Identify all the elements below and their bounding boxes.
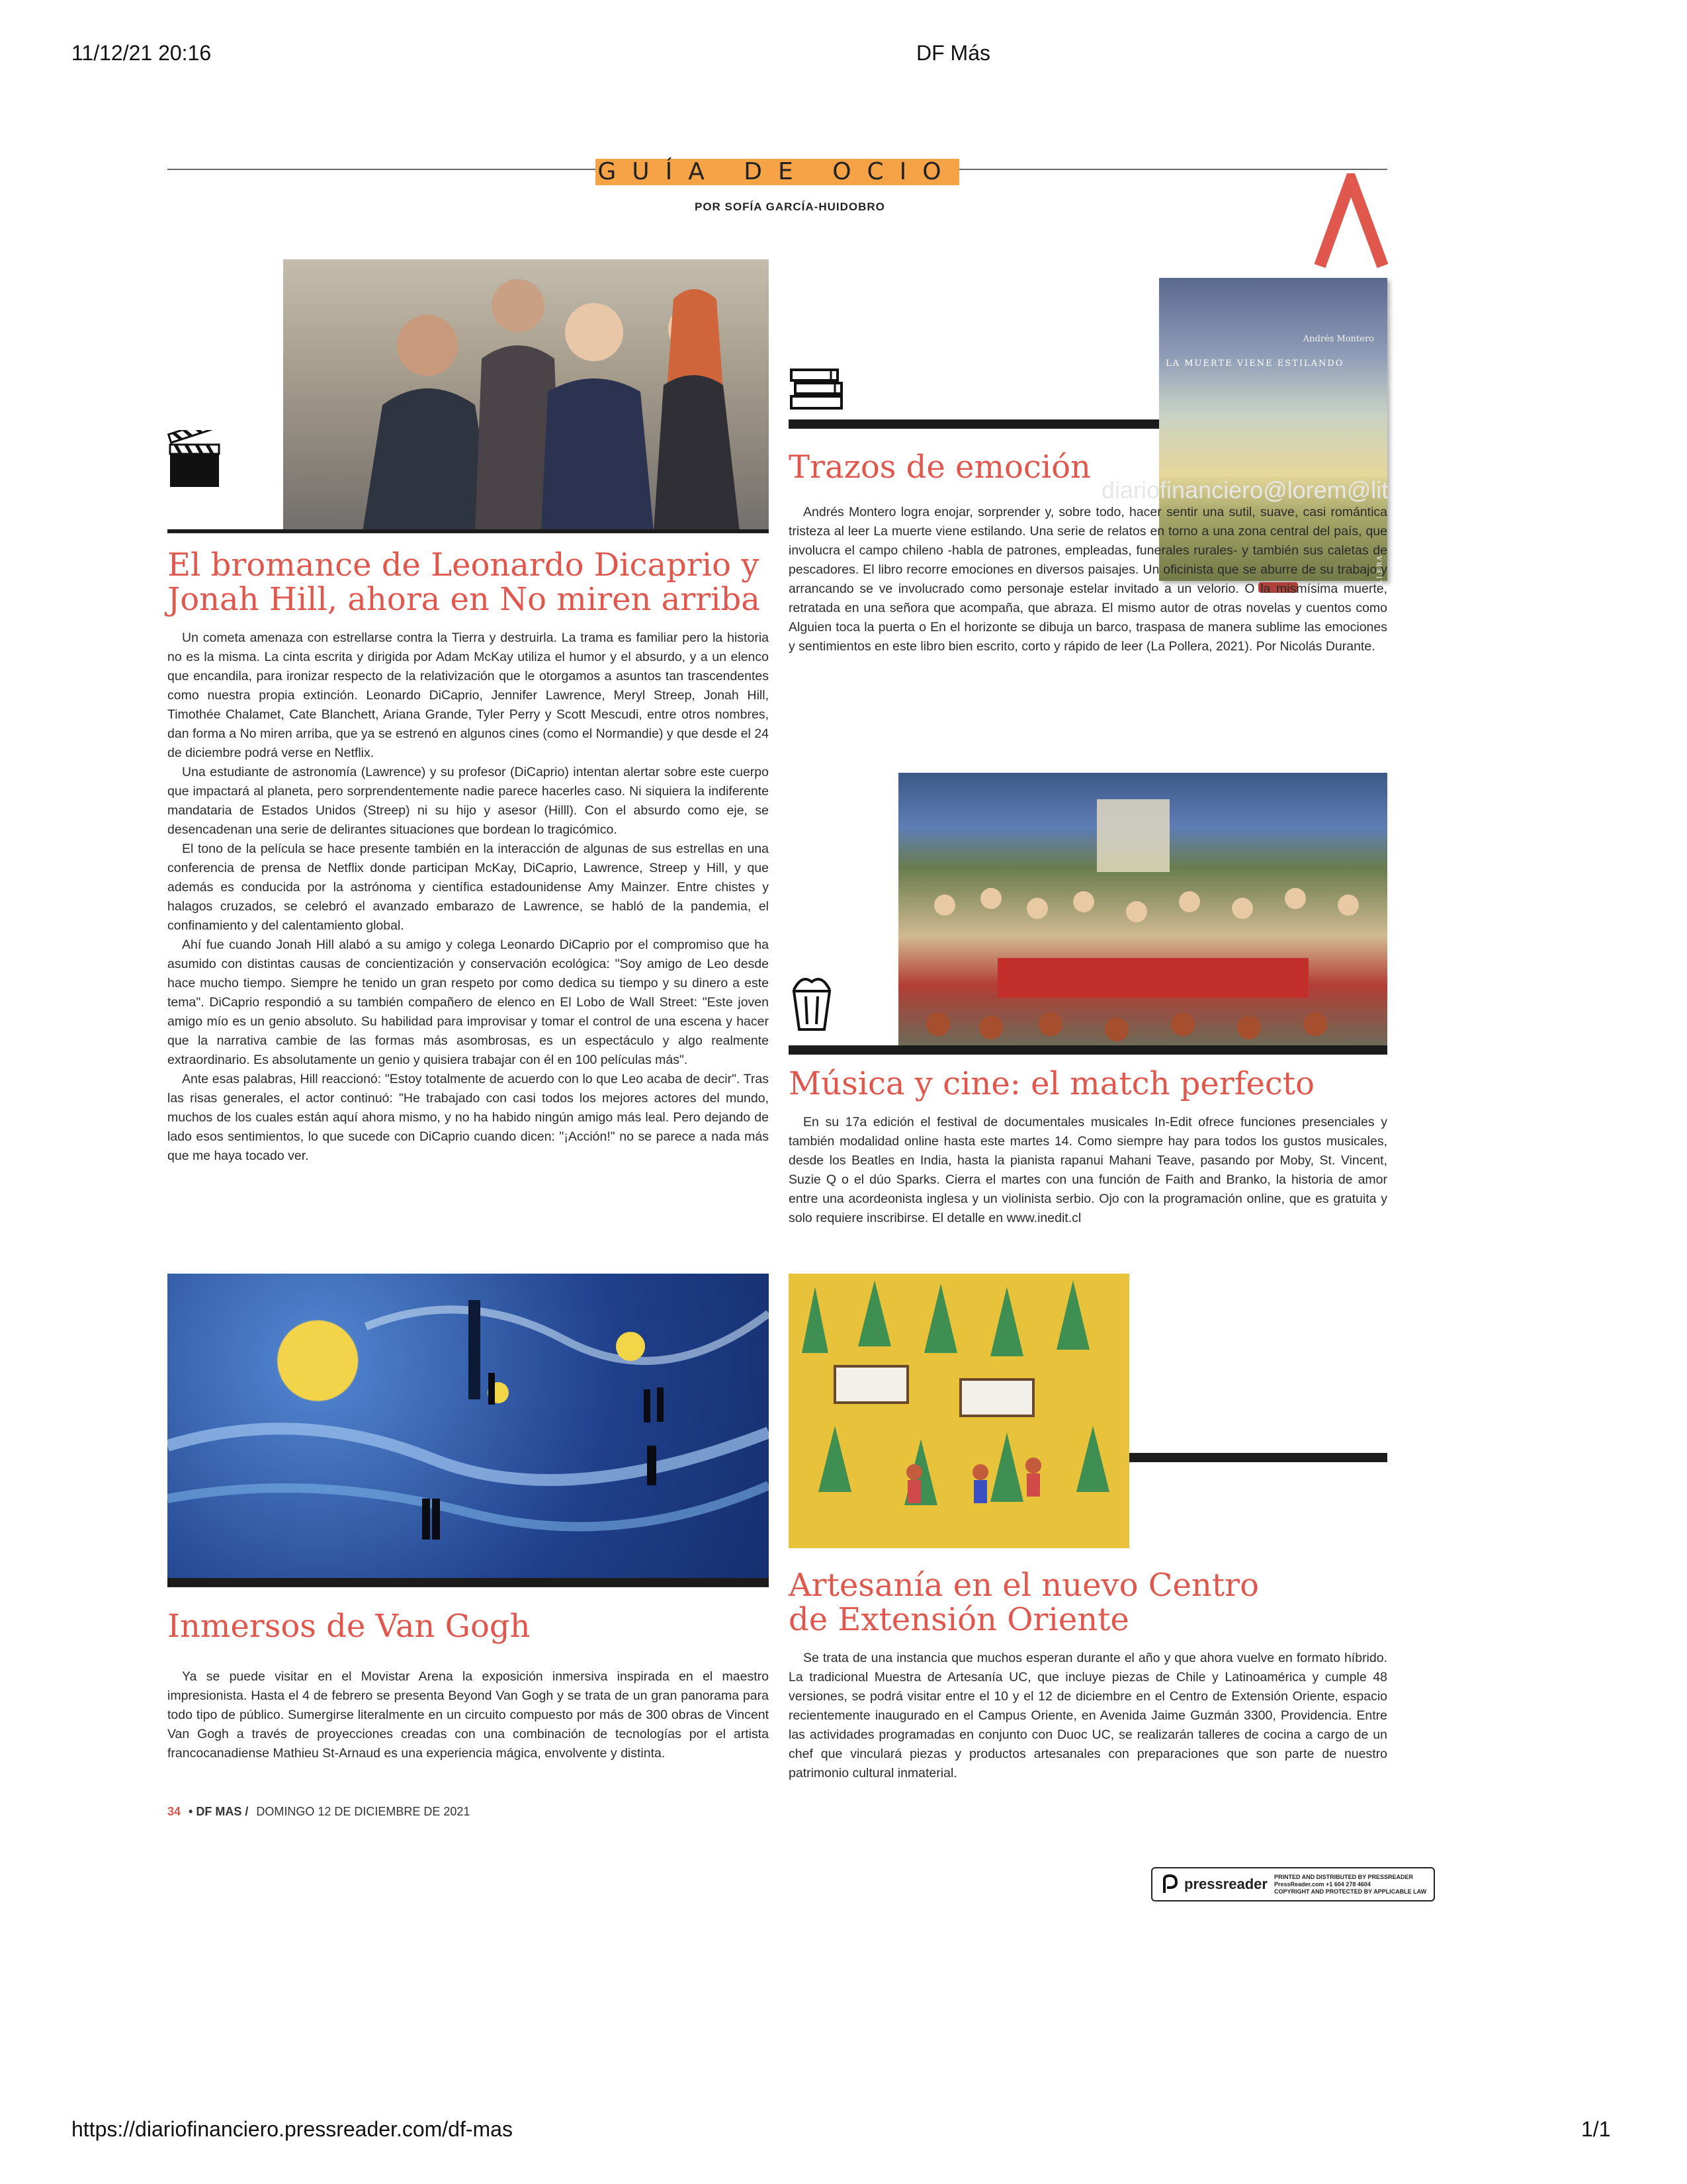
music-paragraph: En su 17a edición el festival de documentales musicales In-Edit ofrece funciones presenciales y también modalidad online hasta este martes 14. Como siempre hay para todos los gustos musicales, desde los Beatles en India, hasta la pianista rapanui Mahani Teave, pasando por Moby, St. Vincent, Suzie Q o el dúo Sparks. Cierra el martes con una función de Faith and Branko, la historia de amor entre una acordeonista inglesa y un violinista serbio. Ojo con la programación online, que es gratuita y solo requiere inscribirse. El detalle en www.inedit.cl <box>789 1115 1387 1225</box>
logo-chevron-icon <box>1313 173 1389 271</box>
movie-title <box>167 548 769 617</box>
pressreader-badge[interactable] <box>1151 1867 1435 1901</box>
vangogh-paragraph: Ya se puede visitar en el Movistar Arena la exposición inmersiva inspirada en el maestro impresionista. Hasta el 4 de febrero se presenta Beyond Van Gogh y se trata de un gran panorama para todo tipo de público. Sumergirse literalmente en un circuito compuesto por más de 300 obras de Vincent Van Gogh a través de proyecciones creadas con una combinación de tecnologías por el artista francocanadiense Mathieu St-Arnaud es una experiencia mágica, envolvente y distinta. <box>167 1669 769 1761</box>
movie-photo <box>283 259 769 532</box>
vangogh-body <box>167 1667 769 1763</box>
clapperboard-icon <box>167 430 223 491</box>
book-cover-publisher: LA POLLERA <box>1376 554 1383 613</box>
artesania-photo <box>789 1274 1129 1548</box>
section-title: GUÍA DE OCIO <box>595 159 959 185</box>
book-cover-author: Andrés Montero <box>1303 334 1374 344</box>
movie-paragraph: Un cometa amenaza con estrellarse contra la Tierra y destruirla. La trama es familiar pero la historia no es la misma. La cinta escrita y dirigida por Adam McKay utiliza el humor y el absurdo, y a un elenco que encandila, para ironizar respecto de la relativización que le otorgamos a asuntos tan trascendentes como nuestra propia extinción. Leonardo DiCaprio, Jennifer Lawrence, Meryl Streep, Jonah Hill, Timothée Chalamet, Cate Blanchett, Ariana Grande, Tyler Perry y Scott Mescudi, entre otros nombres, dan forma a No miren arriba, que ya se estrenó en algunos cines (como el Normandie) y que desde el 24 de diciembre podrá verse en Netflix. <box>167 631 769 760</box>
pressreader-legal <box>1274 1874 1426 1896</box>
page-number: 34 <box>167 1805 181 1818</box>
artesania-title-line1: Artesanía en el nuevo Centro <box>789 1567 1259 1604</box>
pressreader-line3: COPYRIGHT AND PROTECTED BY APPLICABLE LAW <box>1274 1888 1427 1895</box>
music-title: Música y cine: el match perfecto <box>789 1065 1315 1102</box>
watermark: diariofinanciero@lorem@lit <box>1102 476 1389 503</box>
print-page-title: DF Más <box>916 41 990 65</box>
vangogh-photo <box>167 1274 769 1585</box>
movie-paragraph: Ante esas palabras, Hill reaccionó: "Estoy totalmente de acuerdo con lo que Leo acaba de decir". Tras las risas generales, el actor continuó: "He trabajado con casi todos los mejores actores del mundo, muchos de los cuales están aquí ahora mismo, y no ha habido ningún amigo más leal. Pero dejando de lado esos sentimientos, lo que sucede con DiCaprio cuando dicen: "¡Acción!" no se parece a nada más que me haya tocado ver. <box>167 1072 769 1163</box>
music-photo <box>898 773 1387 1045</box>
music-body <box>789 1113 1387 1228</box>
artesania-title-line2: de Extensión Oriente <box>789 1601 1129 1638</box>
artesania-bar <box>1129 1453 1387 1462</box>
music-bar <box>789 1045 1387 1055</box>
movie-bar <box>167 529 769 533</box>
movie-body <box>167 629 769 1166</box>
print-page-count: 1/1 <box>1581 2117 1611 2141</box>
publication-date: DOMINGO 12 DE DICIEMBRE DE 2021 <box>256 1805 470 1818</box>
vangogh-title: Inmersos de Van Gogh <box>167 1608 531 1645</box>
publication-name: • DF MAS / <box>189 1805 249 1818</box>
movie-title-line2: Jonah Hill, ahora en No miren arriba <box>167 581 760 618</box>
book-bar <box>789 419 1159 429</box>
movie-paragraph: Una estudiante de astronomía (Lawrence) y su profesor (DiCaprio) intentan alertar sobre este cuerpo que impactará al planeta, pero sorprendentemente nadie parece hacerles caso. Ni siquiera la indiferente mandataria de Estados Unidos (Streep) ni su hijo y asesor (Hilll). Con el absurdo como eje, se desencadenan una serie de delirantes situaciones que bordean lo tragicómico. <box>167 765 769 837</box>
artesania-paragraph: Se trata de una instancia que muchos esperan durante el año y que ahora vuelve en formato híbrido. La tradicional Muestra de Artesanía UC, que incluye piezas de Chile y Latinoamérica y cumple 48 versiones, se podrá visitar entre el 10 y el 12 de diciembre en el Centro de Extensión Oriente, espacio recientemente inaugurado en el Campus Oriente, en Avenida Jaime Guzmán 3300, Providencia. Entre las actividades programadas en conjunto con Duoc UC, se realizarán talleres de cocina a cargo de un chef que vinculará piezas y productos artesanales con preparaciones que son parte de nuestro patrimonio cultural inmaterial. <box>789 1651 1387 1780</box>
byline: POR SOFÍA GARCÍA-HUIDOBRO <box>695 200 885 213</box>
print-url[interactable]: https://diariofinanciero.pressreader.com/df-mas <box>71 2117 513 2141</box>
movie-paragraph: El tono de la película se hace presente también en la interacción de algunas de sus estrellas en una conferencia de prensa de Netflix donde participan McKay, DiCaprio, Lawrence, Streep y Hill, y que además es conducida por la astrónoma y científica estadounidense Amy Mainzer. Entre chistes y halagos cruzados, se celebró el avanzado embarazo de Lawrence, se habló de la pandemia, el confinamiento y del calentamiento global. <box>167 842 769 933</box>
pressreader-line2: PressReader.com +1 604 278 4604 <box>1274 1880 1371 1888</box>
pressreader-line1: PRINTED AND DISTRIBUTED BY PRESSREADER <box>1274 1873 1414 1880</box>
book-body <box>789 503 1387 656</box>
book-title: Trazos de emoción <box>789 449 1091 486</box>
pressreader-logo-icon <box>1159 1873 1182 1896</box>
artesania-body <box>789 1649 1387 1783</box>
pressreader-brand: pressreader <box>1184 1876 1268 1892</box>
artesania-title <box>789 1568 1387 1637</box>
page-footer <box>167 1805 470 1819</box>
vangogh-bar <box>167 1578 769 1587</box>
print-datetime: 11/12/21 20:16 <box>71 41 212 65</box>
book-cover-title: LA MUERTE VIENE ESTILANDO <box>1166 359 1344 369</box>
book-paragraph: Andrés Montero logra enojar, sorprender y, sobre todo, hacer sentir una sutil, suave, casi romántica tristeza al leer La muerte viene estilando. Una serie de relatos en torno a una zona central del país, que involucra el campo chileno -habla de patrones, empleadas, funerales rurales- y también sus caletas de pescadores. El libro recorre emociones en diversos paisajes. Un oficinista que se aburre de su trabajo y arrancando se ve involucrado como personaje estelar invitado a un velorio. O la mismísima muerte, retratada en una señora que acompaña, que abraza. El mismo autor de otras novelas y cuentos como Alguien toca la puerta o En el horizonte se dibuja un barco, traspasa de manera sublime las emociones y sentimientos en este libro bien escrito, corto y rápido de leer (La Pollera, 2021). Por Nicolás Durante. <box>789 505 1387 654</box>
movie-paragraph: Ahí fue cuando Jonah Hill alabó a su amigo y colega Leonardo DiCaprio por el compromiso que ha asumido con distintas causas de concientización y conservación ecológica: "Soy amigo de Leo desde hace mucho tiempo. Siempre he tenido un gran respeto por como dedica su tiempo y su dinero a este tema". DiCaprio respondió a su también compañero de elenco en El Lobo de Wall Street: "Este joven amigo mío es un genio absoluto. Su habilidad para improvisar y tomar el control de una escena y hacer que la narrativa cambie de las formas más asombrosas, es un espectáculo y algo realmente extraordinario. Es absolutamente un genio y quisiera trabajar con él en 100 películas más". <box>167 938 769 1067</box>
movie-title-line1: El bromance de Leonardo Dicaprio y <box>167 546 759 584</box>
popcorn-icon <box>789 971 835 1033</box>
books-icon <box>789 366 848 414</box>
